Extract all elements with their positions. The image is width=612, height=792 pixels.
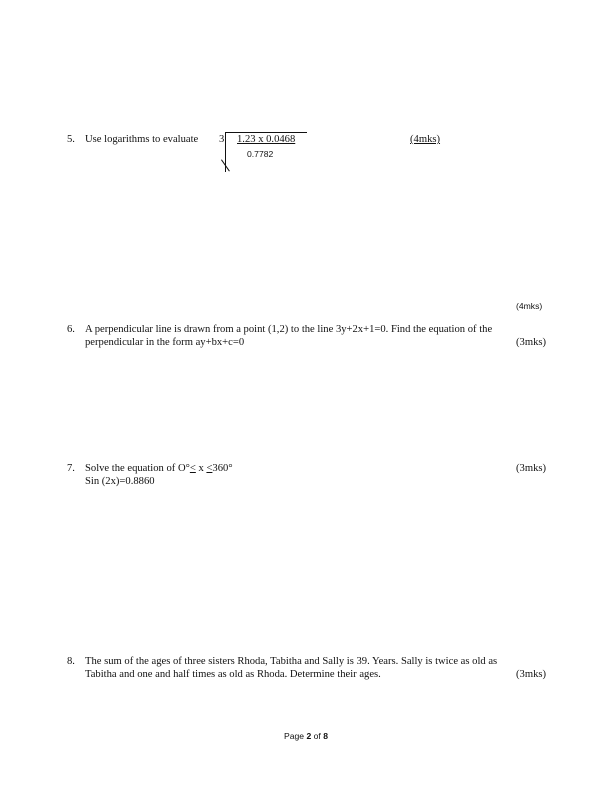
page-footer <box>0 731 612 741</box>
denominator: 0.7782 <box>247 149 274 159</box>
question-text-line-2: Tabitha and one and half times as old as Rhoda. Determine their ages. <box>85 669 381 680</box>
question-text: Use logarithms to evaluate <box>85 134 199 145</box>
marks: (3mks) <box>516 337 547 348</box>
current-page: 2 <box>306 731 312 741</box>
numerator: 1.23 x 0.0468 <box>237 134 296 145</box>
marks: (3mks) <box>516 669 547 680</box>
variable-x: x <box>195 463 207 474</box>
question-text-line-1 <box>85 463 233 475</box>
question-text-line-1: The sum of the ages of three sisters Rhoda, Tabitha and Sally is 39. Years. Sally is twice as old as <box>85 656 498 667</box>
page-of: of <box>311 731 324 741</box>
question-text-line-2: perpendicular in the form ay+bx+c=0 <box>85 337 245 348</box>
question-number: 7. <box>67 463 75 474</box>
question-number: 8. <box>67 656 75 667</box>
page-label: Page <box>284 731 307 741</box>
text-prefix: Solve the equation of O° <box>85 463 190 474</box>
question-text-line-1: A perpendicular line is drawn from a point (1,2) to the line 3y+2x+1=0. Find the equation of the <box>85 324 493 335</box>
marks-extra: (4mks) <box>516 301 543 311</box>
marks: (3mks) <box>516 463 547 474</box>
question-number: 6. <box>67 324 75 335</box>
marks: (4mks) <box>410 134 441 145</box>
less-equal-sign: < <box>189 463 196 474</box>
radical-bar <box>225 132 307 133</box>
total-pages: 8 <box>323 731 328 741</box>
question-number: 5. <box>67 134 75 145</box>
less-equal-sign: < <box>206 463 213 474</box>
root-index: 3 <box>219 134 225 145</box>
text-suffix: 360° <box>212 463 233 474</box>
question-text-line-2: Sin (2x)=0.8860 <box>85 476 155 487</box>
